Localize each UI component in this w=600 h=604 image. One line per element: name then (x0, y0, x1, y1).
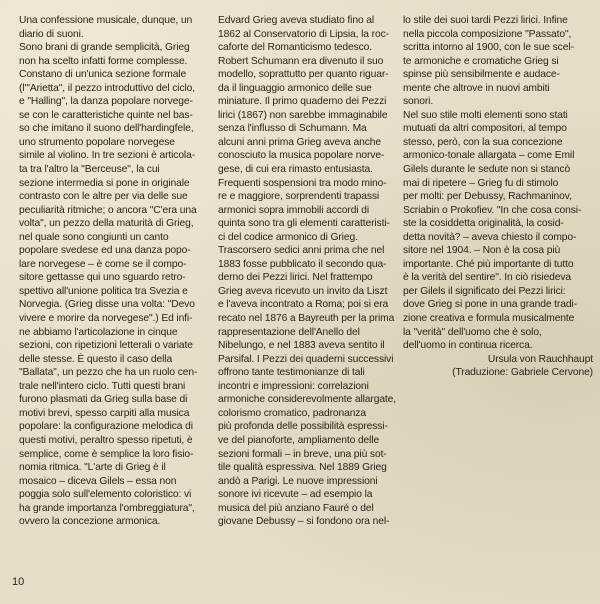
text-line: sonore ivi ricevute – ad esempio la (218, 489, 373, 501)
text-line: questi motivi, peraltro spesso ripetuti, è (19, 434, 193, 446)
text-line: lare norvegese – è come se il compo- (19, 258, 187, 270)
text-line: ne abbiamo l'articolazione in cinque (19, 326, 178, 338)
text-line: popolare: la configurazione melodica di (19, 421, 193, 433)
text-line: mosaico – diceva Gilels – essa non (19, 475, 177, 487)
text-line: Trascorsero sedici anni prima che nel (218, 245, 385, 257)
text-column-2 (218, 14, 406, 529)
text-line: ta tra l'altro la "Berceuse", la cui (19, 164, 160, 176)
text-line: gese, di cui era rimasto entusiasta. (218, 164, 373, 176)
text-line: andò a Parigi. Le nuove impressioni (218, 475, 378, 487)
text-line: Frequenti sospensioni tra modo mino- (218, 177, 387, 189)
text-line: recato nel 1876 a Bayreuth per la prima (218, 313, 395, 325)
text-line: colorismo cromatico, padronanza (218, 407, 366, 419)
text-line: motivi brevi, spesso carpiti alla musica (19, 407, 190, 419)
text-line: se con le caratteristiche quinte nel bas- (19, 109, 193, 121)
text-line: è la verità del sentire". In ciò risiedeva (403, 272, 572, 284)
text-line: zione creativa e formula musicalmente (403, 313, 575, 325)
author-name: Ursula von Rauchhaupt (487, 353, 593, 365)
text-line: spettivo all'unione politica tra Svezia e (19, 285, 188, 297)
text-line: delle stesse. È questo il caso della (19, 353, 173, 365)
text-line: alcuni anni prima Grieg aveva anche (218, 136, 381, 148)
text-line: sonori. (403, 96, 434, 108)
text-line: giovane Debussy – si fondono ora nel- (218, 516, 390, 528)
text-line: ste la cosiddetta originalità, la cosid- (403, 218, 564, 230)
text-line: poggia solo sull'elemento coloristico: vi (19, 489, 192, 501)
text-line: lo stile dei suoi tardi Pezzi lirici. Infine (403, 15, 568, 26)
text-line: ha grande importanza l'ombreggiatura", (19, 502, 195, 514)
text-line: 1862 al Conservatorio di Lipsia, la roc- (218, 28, 389, 40)
text-line: dove Grieg si pone in una grande tradi- (403, 299, 577, 311)
text-line: nella piccola composizione "Passato", (403, 28, 572, 40)
text-line: Sono brani di grande semplicità, Grieg (19, 42, 190, 54)
text-line: te armoniche e cromatiche Grieg si (403, 55, 559, 67)
text-line: per molti: per Debussy, Rachmaninov, (403, 191, 572, 203)
text-line: nomia ritmica. "L'arte di Grieg è il (19, 462, 166, 474)
text-line: ci del codice armonico di Grieg. (218, 231, 358, 243)
text-line: dell'uomo in continua ricerca. (403, 340, 533, 352)
text-line: stesso, però, con la sua concezione (403, 136, 563, 148)
text-line: Constano di un'unica sezione formale (19, 69, 187, 81)
text-line: Scriabin o Prokofiev. "In che cosa consi- (403, 204, 582, 216)
text-line: più profonda delle possibilità espressi- (218, 421, 388, 433)
text-line: scritta intorno al 1900, con le sue scel- (403, 42, 574, 54)
text-line: "Ballata", un pezzo che ha un ruolo cen- (19, 367, 198, 379)
text-line: ovvero la concezione armonica. (19, 516, 161, 528)
text-line: modello, soprattutto per quanto riguar- (218, 69, 389, 81)
text-line: semplice, come è semplice la loro fisio- (19, 448, 194, 460)
text-line: (l'"Arietta", il pezzo introduttivo del ciclo, (19, 82, 196, 94)
text-line: detta novità? – aveva chiesto il compo- (403, 231, 577, 243)
text-line: senza l'influsso di Schumann. Ma (218, 123, 367, 135)
text-line: Una confessione musicale, dunque, un (19, 15, 193, 26)
translator-credit: (Traduzione: Gabriele Cervone) (452, 367, 593, 379)
text-line: diario di suoni. (19, 28, 84, 40)
text-line: rappresentazione dell'Anello del (218, 326, 360, 338)
text-line: mente che altrove in nuovi ambiti (403, 82, 550, 94)
text-line: importante. Ché più importante di tutto (403, 258, 574, 270)
text-line: Parsifal. I Pezzi dei quaderni successivi (218, 353, 394, 365)
text-line: armonici sopra immobili accordi di (218, 204, 369, 216)
text-line: sezioni, con ripetizioni letterali o variate (19, 340, 193, 352)
text-line: sezioni formali – in breve, una più sot- (218, 448, 387, 460)
text-line: popolare svedese ed una danza popo- (19, 245, 191, 257)
text-line: sezione intermedia si pone in originale (19, 177, 190, 189)
text-line: peculiarità ritmiche; o ancora "C'era una (19, 204, 197, 216)
text-line: miniature. Il primo quaderno dei Pezzi (218, 96, 387, 108)
text-line: armoniche considerevolmente allargate, (218, 394, 397, 406)
text-line: spinse più sensibilmente e audace- (403, 69, 560, 81)
text-line: mai di ripetere – Grieg fu di stimolo (403, 177, 559, 189)
text-line: Robert Schumann era divenuto il suo (218, 55, 384, 67)
text-line: re e maggiore, sorprendenti trapassi (218, 191, 380, 203)
text-line: per Gilels il significato dei Pezzi lirici: (403, 285, 566, 297)
text-line: offrono tante testimonianze di tali (218, 367, 365, 379)
text-line: Nel suo stile molti elementi sono stati (403, 109, 568, 121)
text-line: armonico-tonale allargata – come Emil (403, 150, 575, 162)
text-line: mutuati da altri compositori, al tempo (403, 123, 567, 135)
text-line: lirici (1867) non sarebbe immaginabile (218, 109, 388, 121)
text-line: e "Halling", la danza popolare norvege- (19, 96, 193, 108)
text-line: la "verità" dell'uomo che è solo, (403, 326, 542, 338)
text-line: caforte del Romanticismo tedesco. (218, 42, 372, 54)
text-line: derno dei Pezzi lirici. Nel frattempo (218, 272, 373, 284)
text-line: Norvegia. (Grieg disse una volta: "Devo (19, 299, 195, 311)
text-line: trale nell'intero ciclo. Tutti questi brani (19, 380, 186, 392)
text-line: Nibelungo, e nel 1883 aveva sentito il (218, 340, 385, 352)
text-line: tile qualità espressiva. Nel 1889 Grieg (218, 462, 387, 474)
text-line: vivere e morire da norvegese".) Ed infi- (19, 313, 193, 325)
text-line: volta", un pezzo della maturità di Grieg, (19, 218, 194, 230)
text-line: e l'aveva incontrato a Roma; poi si era (218, 299, 389, 311)
text-line: uno strumento popolare norvegese (19, 136, 175, 148)
page-number: 10 (12, 576, 25, 588)
text-line: non ha scelto infatti forme complesse. (19, 55, 188, 67)
text-line: so che imitano il suono dell'hardingfele, (19, 123, 194, 135)
text-line: furono plasmati da Grieg sulla base di (19, 394, 188, 406)
text-line: ve del pianoforte, ampliamento delle (218, 434, 380, 446)
text-line: quinta sono tra gli elementi caratteristi- (218, 218, 390, 230)
text-line: Edvard Grieg aveva studiato fino al (218, 15, 375, 26)
text-line: nel quale sono congiunti un canto (19, 231, 169, 243)
text-column-1 (19, 14, 213, 529)
text-line: Grieg aveva ricevuto un invito da Liszt (218, 285, 388, 297)
text-line: sitore nel 1904. – Non è la cosa più (403, 245, 561, 257)
text-line: Gilels durante le sedute non si stancò (403, 164, 571, 176)
text-line: simile al violino. In tre sezioni è articola- (19, 150, 196, 162)
text-line: incontri e impressioni: correlazioni (218, 380, 369, 392)
text-column-3 (403, 14, 593, 380)
text-line: 1883 fosse pubblicato il secondo qua- (218, 258, 387, 270)
text-line: musica del più anziano Fauré o del (218, 502, 374, 514)
text-line: sitore gettasse qui uno sguardo retro- (19, 272, 186, 284)
text-line: contrasto con le altre per via delle sue (19, 191, 188, 203)
text-line: conosciuto la musica popolare norve- (218, 150, 385, 162)
text-line: da il linguaggio armonico delle sue (218, 82, 372, 94)
